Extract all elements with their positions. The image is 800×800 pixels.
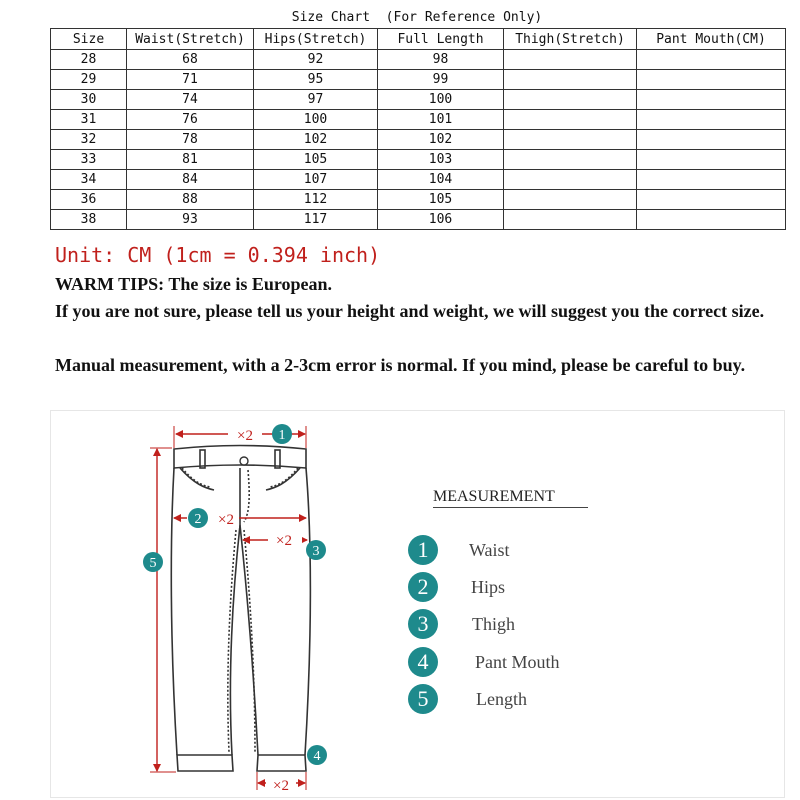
cell-waist: 78	[127, 130, 254, 150]
cell-size: 29	[51, 70, 127, 90]
cell-waist: 76	[127, 110, 254, 130]
measurement-title: MEASUREMENT	[433, 487, 588, 508]
legend-number: 5	[408, 684, 438, 714]
cell-size: 30	[51, 90, 127, 110]
pants-outline	[171, 446, 310, 772]
legend-label: Length	[476, 689, 527, 709]
pant-mouth-arrow	[257, 772, 306, 794]
cell-size: 33	[51, 150, 127, 170]
cell-size: 31	[51, 110, 127, 130]
cell-full-length: 106	[378, 210, 504, 230]
manual-measurement-note: Manual measurement, with a 2-3cm error is normal. If you mind, please be careful to buy.	[55, 355, 746, 375]
suggest-size-note: If you are not sure, please tell us your height and weight, we will suggest you the correct size.	[55, 301, 765, 321]
cell-waist: 68	[127, 50, 254, 70]
cell-size: 28	[51, 50, 127, 70]
cell-hips: 97	[254, 90, 378, 110]
cell-hips: 107	[254, 170, 378, 190]
warm-tips: WARM TIPS: The size is European.	[55, 274, 333, 294]
cell-hips: 95	[254, 70, 378, 90]
size-chart-title: Size Chart (For Reference Only)	[291, 10, 543, 25]
button-icon	[240, 457, 248, 465]
cell-full-length: 99	[378, 70, 504, 90]
header-thigh: Thigh(Stretch)	[504, 29, 637, 50]
cell-waist: 74	[127, 90, 254, 110]
thigh-arrow	[243, 530, 307, 549]
cell-full-length: 105	[378, 190, 504, 210]
header-pant-mouth: Pant Mouth(CM)	[637, 29, 786, 50]
marker-3-label: 3	[312, 544, 320, 559]
cell-full-length: 104	[378, 170, 504, 190]
legend-number: 4	[408, 647, 438, 677]
header-waist: Waist(Stretch)	[127, 29, 254, 50]
cell-size: 36	[51, 190, 127, 210]
cell-hips: 112	[254, 190, 378, 210]
cell-waist: 71	[127, 70, 254, 90]
cell-size: 38	[51, 210, 127, 230]
marker-2-label: 2	[194, 512, 202, 527]
cell-waist: 84	[127, 170, 254, 190]
legend-number: 1	[408, 535, 438, 565]
legend-label: Pant Mouth	[475, 652, 560, 672]
legend-number: 2	[408, 572, 438, 602]
marker-4-label: 4	[313, 749, 321, 764]
cell-waist: 88	[127, 190, 254, 210]
legend-number: 3	[408, 609, 438, 639]
header-hips: Hips(Stretch)	[254, 29, 378, 50]
legend-label: Thigh	[472, 614, 515, 634]
cell-size: 34	[51, 170, 127, 190]
hips-times-two: ×2	[218, 512, 234, 528]
header-size: Size	[51, 29, 127, 50]
cell-hips: 100	[254, 110, 378, 130]
header-full-length: Full Length	[378, 29, 504, 50]
legend-label: Hips	[471, 577, 506, 597]
cell-waist: 93	[127, 210, 254, 230]
cell-hips: 92	[254, 50, 378, 70]
unit-note: Unit: CM (1cm = 0.394 inch)	[55, 243, 381, 267]
cell-waist: 81	[127, 150, 254, 170]
cell-full-length: 103	[378, 150, 504, 170]
marker-1-label: 1	[278, 428, 286, 443]
cell-full-length: 101	[378, 110, 504, 130]
cell-hips: 102	[254, 130, 378, 150]
pant-mouth-times-two: ×2	[273, 778, 289, 794]
marker-5-label: 5	[149, 556, 157, 571]
cell-full-length: 98	[378, 50, 504, 70]
cell-hips: 105	[254, 150, 378, 170]
cell-full-length: 102	[378, 130, 504, 150]
waist-times-two: ×2	[237, 428, 253, 444]
legend-label: Waist	[469, 540, 510, 560]
thigh-times-two: ×2	[276, 533, 292, 549]
cell-hips: 117	[254, 210, 378, 230]
cell-full-length: 100	[378, 90, 504, 110]
cell-size: 32	[51, 130, 127, 150]
